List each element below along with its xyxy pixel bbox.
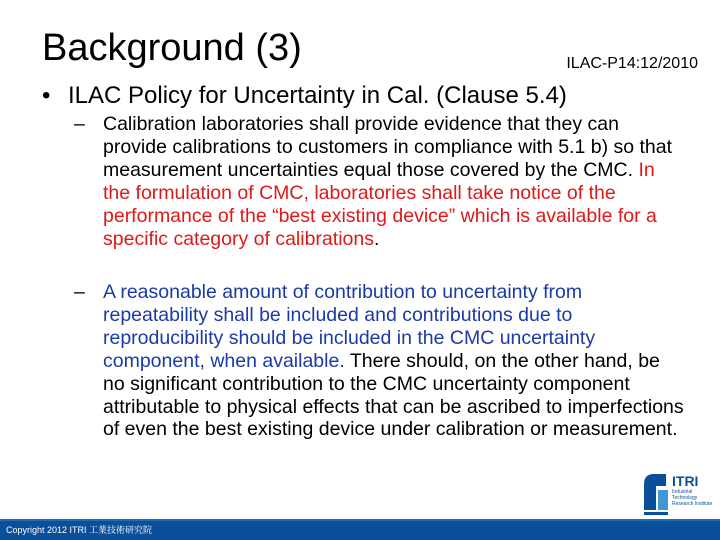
sub-bullet-marker: – — [74, 113, 85, 135]
sub-bullet-1-red-text: In the formulation of CMC, laboratories shall take notice of the performance of the “best existing device” which is available for a specific category of calibrations — [103, 158, 657, 250]
sub-bullet-2-blue-text: A reasonable amount of contribution to uncertainty from repeatability shall be included and contributions due to reproducibility should be included in the CMC uncertainty component, when available. — [103, 281, 596, 372]
sub-bullet-2-text — [103, 281, 684, 441]
copyright-text: Copyright 2012 ITRI 工業技術研究院 — [6, 525, 153, 535]
sub-bullet-1-text — [103, 113, 684, 250]
reference-code: ILAC-P14:12/2010 — [566, 55, 698, 72]
main-bullet — [42, 80, 567, 112]
sub-bullet-marker: – — [74, 281, 85, 303]
sub-bullet-1-black-text: Calibration laboratories shall provide evidence that they can provide calibrations to customers in compliance with 5.1 b) so that measurement uncertainties equal those covered by the CMC. — [103, 113, 673, 181]
sub-bullet-2-black-text: There should, on the other hand, be no significant contribution to the CMC uncertainty component attributable to physical effects that can be ascribed to imperfections of even the best existing device under calibration or measurement. — [103, 349, 684, 441]
sub-bullet-1 — [74, 113, 684, 250]
sub-bullet-2 — [74, 281, 684, 441]
slide-title: Background (3) — [42, 27, 302, 69]
logo-subtitle: Industrial Technology Research Institute — [672, 489, 713, 507]
logo-wordmark: ITRI — [672, 473, 699, 489]
main-bullet-text: ILAC Policy for Uncertainty in Cal. (Clause 5.4) — [68, 82, 567, 109]
bullet-marker: • — [42, 82, 51, 109]
sub-bullet-1-end: . — [373, 227, 380, 250]
